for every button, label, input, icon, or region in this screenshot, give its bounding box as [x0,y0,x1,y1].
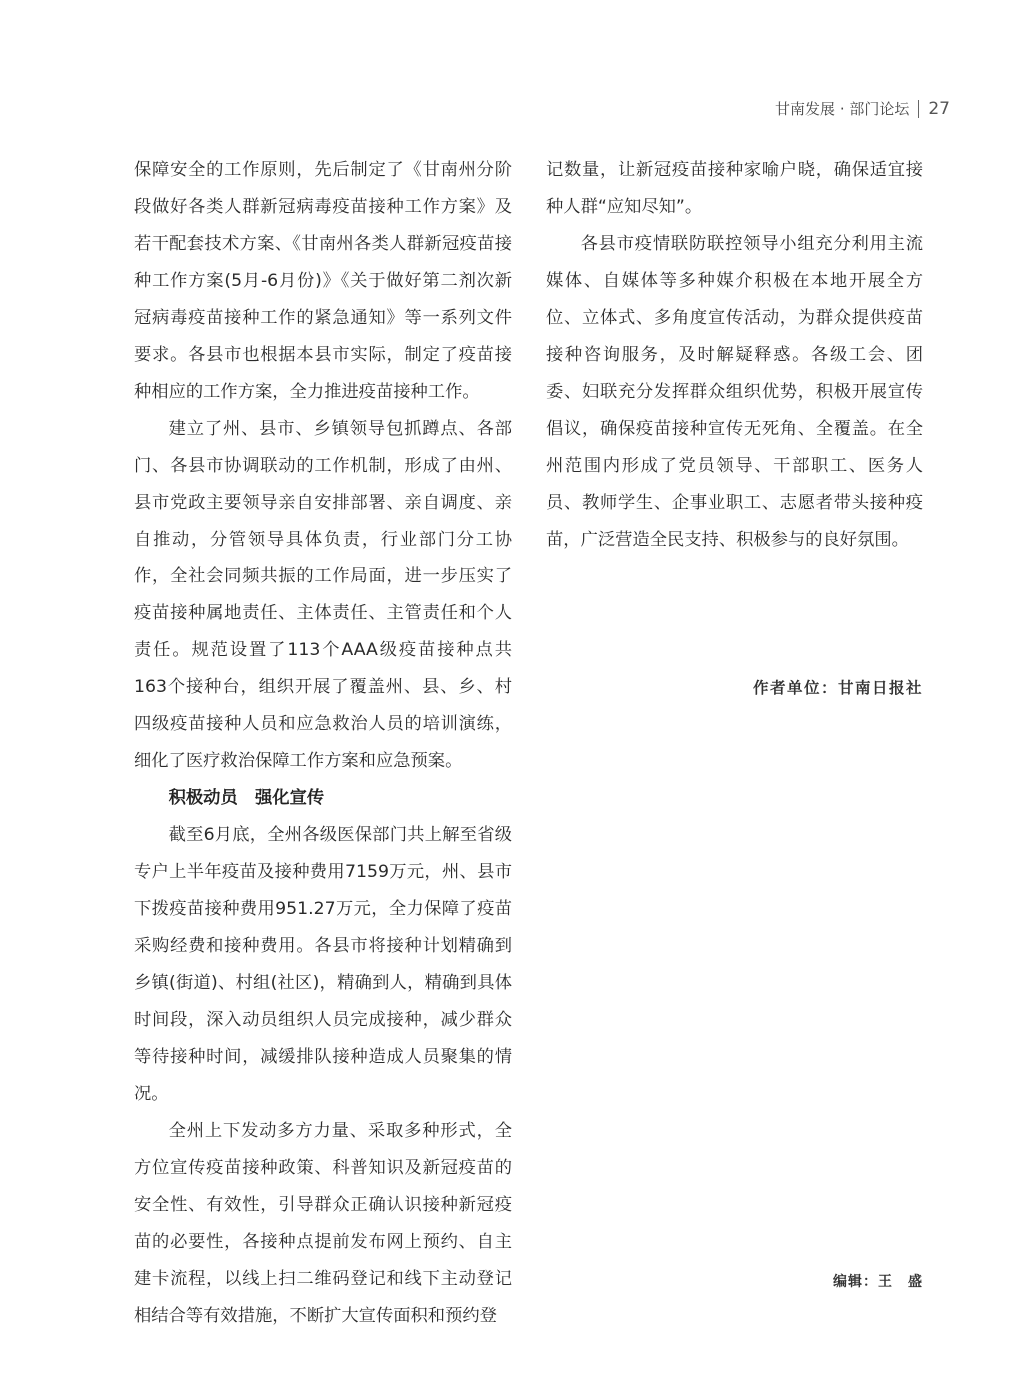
paragraph: 保障安全的工作原则，先后制定了《甘南州分阶段做好各类人群新冠病毒疫苗接种工作方案》及若干配套技术方案、《甘南州各类人群新冠疫苗接种工作方案(5月-6月份)》《关于做好第二剂次新冠病毒疫苗接种工作的紧急通知》等一系列文件要求。各县市也根据本县市实际，制定了疫苗接种相应的工作方案，全力推进疫苗接种工作。 [134,160,512,402]
section-heading: 积极动员 强化宣传 [168,788,325,809]
paragraph: 建立了州、县市、乡镇领导包抓蹲点、各部门、各县市协调联动的工作机制，形成了由州、县市党政主要领导亲自安排部署、亲自调度、亲自推动，分管领导具体负责，行业部门分工协作，全社会同频共振的工作局面，进一步压实了疫苗接种属地责任、主体责任、主管责任和个人责任。规范设置了113个AAA级疫苗接种点共163个接种台，组织开展了覆盖州、县、乡、村四级疫苗接种人员和应急救治人员的培训演练，细化了医疗救治保障工作方案和应急预案。 [134,418,512,772]
editor-credit: 编辑：王 盛 [833,1274,923,1290]
paragraph: 各县市疫情联防联控领导小组充分利用主流媒体、自媒体等多种媒介积极在本地开展全方位、立体式、多角度宣传活动，为群众提供疫苗接种咨询服务，及时解疑释惑。各级工会、团委、妇联充分发挥群众组织优势，积极开展宣传倡议，确保疫苗接种宣传无死角、全覆盖。在全州范围内形成了党员领导、干部职工、医务人员、教师学生、企事业职工、志愿者带头接种疫苗，广泛营造全民支持、积极参与的良好氛围。 [546,233,923,550]
paragraph: 全州上下发动多方力量、采取多种形式，全方位宣传疫苗接种政策、科普知识及新冠疫苗的安全性、有效性，引导群众正确认识接种新冠疫苗的必要性，各接种点提前发布网上预约、自主建卡流程，以线上扫二维码登记和线下主动登记相结合等有效措施，不断扩大宣传面积和预约登 [134,1120,512,1326]
right-column [546,152,923,558]
section-title: 甘南发展 · 部门论坛 [775,100,910,118]
header-divider [918,100,919,118]
left-column [134,152,512,1335]
page-number: 27 [928,98,950,119]
paragraph: 记数量，让新冠疫苗接种家喻户晓，确保适宜接种人群“应知尽知”。 [546,160,923,217]
paragraph: 截至6月底，全州各级医保部门共上解至省级专户上半年疫苗及接种费用7159万元，州、县市下拨疫苗接种费用951.27万元，全力保障了疫苗采购经费和接种费用。各县市将接种计划精确到乡镇(街道)、村组(社区)，精确到人，精确到具体时间段，深入动员组织人员完成接种，减少群众等待接种时间，减缓排队接种造成人员聚集的情况。 [134,825,512,1104]
author-unit: 作者单位：甘南日报社 [752,678,923,697]
running-header [775,98,950,119]
